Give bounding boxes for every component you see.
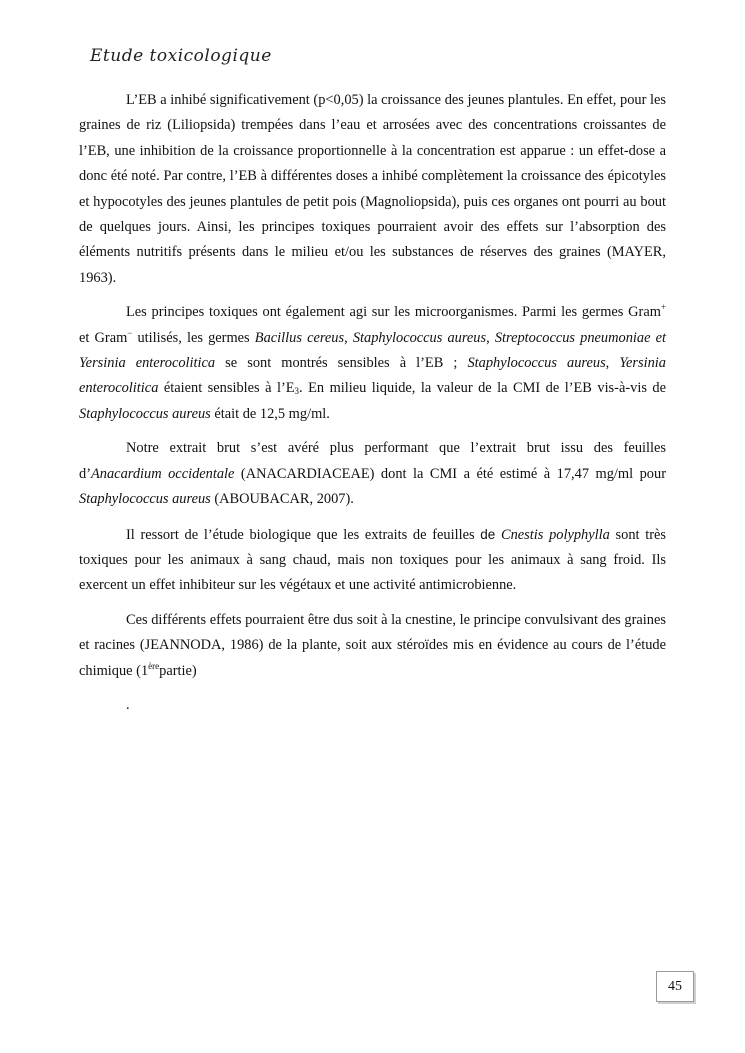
- body-text: [79, 88, 666, 727]
- subscript-3: 3: [294, 386, 300, 397]
- text-run-sans: de: [480, 526, 496, 542]
- text-run: sont très toxiques pour les animaux à sang chaud, mais non toxiques pour les animaux à sang froid. Ils exercent un effet inhibiteur sur les végétaux et une activité antimicrobienne.: [79, 526, 666, 594]
- species-name: Streptococcus pneumoniae et Yersinia enterocolitica: [79, 329, 667, 372]
- species-name: Cnestis polyphylla: [501, 526, 610, 543]
- species-name: Yersinia enterocolitica: [79, 355, 666, 397]
- superscript-ere: ère: [148, 660, 160, 671]
- paragraph-1: L’EB a inhibé significativement (p<0,05) la croissance des jeunes plantules. En effet, pour les graines de riz (Liliopsida) trempées dans l’eau et arrosées avec des concentrations croissantes de l’EB, une inhibition de la croissance proportionnelle à la concentration est apparue : un effet-dose a donc été noté. Par contre, l’EB à différentes doses a inhibé complètement la croissance des épicotyles et hypocotyles des jeunes plantules de petit pois (Magnoliopsida), puis ces organes ont pourri au bout de quelques jours. Ainsi, les principes toxiques pourraient avoir des effets sur l’absorption des éléments nutritifs présents dans le milieu et/ou les substances de réserves des graines (MAYER, 1963).: [79, 92, 666, 286]
- text-run: ,: [486, 329, 495, 346]
- species-name: Staphylococcus aureus: [79, 405, 211, 422]
- page-number: 45: [656, 971, 694, 1002]
- text-run: se sont montrés sensibles à l’EB ;: [215, 355, 468, 372]
- text-run: et Gram: [79, 329, 128, 346]
- text-run: ,: [605, 355, 620, 372]
- text-run: Ces différents effets pourraient être dus soit à la cnestine, le principe convulsivant des graines et racines (JEANNODA, 1986) de la plante, soit aux stéroïdes mis en évidence au cours de l’étude chimique (1: [79, 611, 666, 679]
- paragraph-5: [79, 608, 666, 684]
- text-run: Il ressort de l’étude biologique que les extraits de feuilles: [126, 526, 481, 543]
- text-run: (ANACARDIACEAE) dont la CMI a été estimé à 17,47 mg/ml pour: [234, 465, 666, 482]
- species-name: Staphylococcus aureus: [79, 491, 211, 508]
- species-name: Staphylococcus aureus: [467, 355, 606, 372]
- trailing-period: .: [126, 696, 130, 713]
- superscript-minus: −: [127, 327, 133, 338]
- running-header: Etude toxicologique: [90, 46, 272, 66]
- species-name: Staphylococcus aureus: [352, 329, 487, 346]
- paragraph-3: [79, 436, 666, 512]
- text-run: partie): [159, 662, 197, 679]
- species-name: Anacardium occidentale: [91, 465, 235, 482]
- species-name: Bacillus cereus: [254, 329, 345, 346]
- text-run: ,: [344, 329, 353, 346]
- text-run: étaient sensibles à l’E: [158, 380, 295, 397]
- text-run: était de 12,5 mg/ml.: [210, 405, 330, 422]
- text-run: Les principes toxiques ont également agi sur les microorganismes. Parmi les germes Gram: [126, 304, 661, 321]
- text-run: Notre extrait brut s’est avéré plus performant que l’extrait brut issu des feuilles d’: [79, 440, 666, 482]
- paragraph-4: [79, 522, 666, 599]
- text-run: utilisés, les germes: [132, 329, 255, 346]
- superscript-plus: +: [660, 302, 666, 313]
- text-run: (ABOUBACAR, 2007).: [210, 491, 354, 508]
- text-run: . En milieu liquide, la valeur de la CMI de l’EB vis-à-vis de: [299, 380, 666, 397]
- paragraph-2: [79, 300, 666, 427]
